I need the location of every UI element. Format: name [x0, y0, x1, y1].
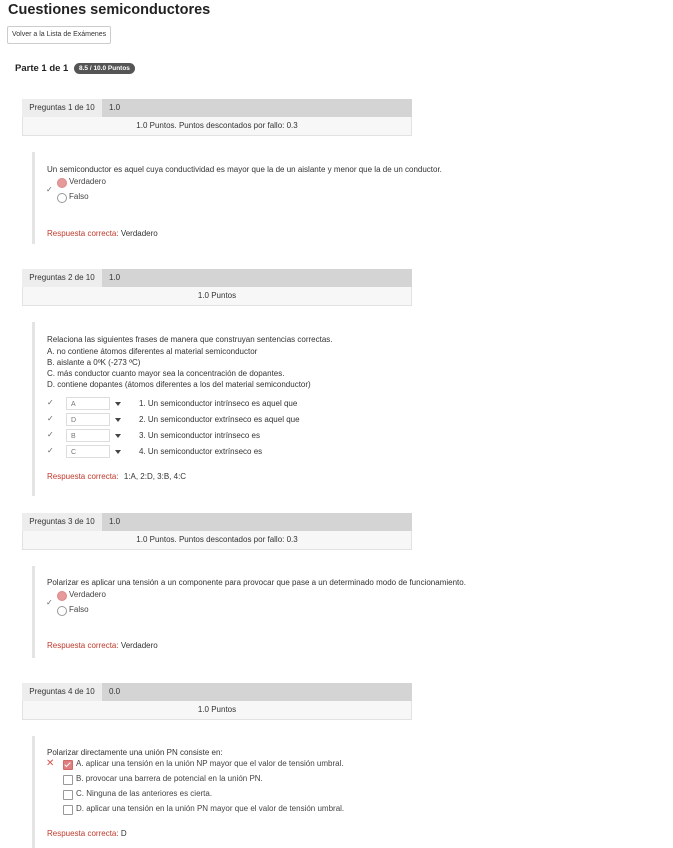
question-text: Polarizar es aplicar una tensión a un componente para provocar que pase a un determinado modo de funcionamiento.	[47, 578, 466, 587]
question-points: 1.0 Puntos	[22, 701, 412, 720]
match-select[interactable]: B	[66, 429, 110, 442]
correct-answer-value: 1:A, 2:D, 3:B, 4:C	[123, 472, 187, 481]
question-points: 1.0 Puntos	[22, 287, 412, 306]
question-body	[32, 322, 333, 496]
question-text: Relaciona las siguientes frases de manera que construyan sentencias correctas.	[47, 335, 333, 344]
check-icon: ✓	[47, 446, 54, 455]
question-header	[22, 99, 412, 136]
correct-answer-value: Verdadero	[120, 641, 158, 650]
part-label: Parte 1 de 1	[15, 63, 69, 74]
statement-line: C. más conductor cuanto mayor sea la concentración de dopantes.	[47, 369, 285, 378]
question-score: 1.0	[109, 273, 121, 282]
radio-option-false[interactable]	[57, 193, 67, 203]
checkbox-option-a[interactable]	[63, 760, 73, 770]
caret-down-icon[interactable]	[115, 402, 121, 406]
match-statement: 4. Un semiconductor extrínseco es	[139, 447, 263, 456]
statement-line: A. no contiene átomos diferentes al material semiconductor	[47, 347, 258, 356]
radio-option-true[interactable]	[57, 178, 67, 188]
check-icon: ✓	[46, 185, 53, 194]
score-badge: 8.5 / 10.0 Puntos	[74, 63, 135, 74]
check-icon: ✓	[47, 430, 54, 439]
option-label: C. Ninguna de las anteriores es cierta.	[76, 789, 213, 798]
question-header	[22, 513, 412, 550]
check-icon: ✓	[47, 414, 54, 423]
question-text: Polarizar directamente una unión PN consiste en:	[47, 748, 223, 757]
question-number: Preguntas 3 de 10	[22, 513, 102, 531]
match-statement: 1. Un semiconductor intrínseco es aquel que	[139, 399, 298, 408]
statement-line: D. contiene dopantes (átomos diferentes a los del material semiconductor)	[47, 380, 311, 389]
back-to-exams-button[interactable]: Volver a la Lista de Exámenes	[7, 26, 111, 44]
cross-icon: ✕	[46, 758, 55, 769]
correct-answer	[47, 472, 186, 481]
option-label: A. aplicar una tensión en la unión NP mayor que el valor de tensión umbral.	[76, 759, 344, 768]
question-number: Preguntas 1 de 10	[22, 99, 102, 117]
caret-down-icon[interactable]	[115, 418, 121, 422]
correct-answer-value: Verdadero	[120, 229, 158, 238]
question-header	[22, 683, 412, 720]
option-label: Falso	[69, 192, 89, 201]
caret-down-icon[interactable]	[115, 450, 121, 454]
question-header	[22, 269, 412, 306]
option-label: Falso	[69, 605, 89, 614]
match-select[interactable]: A	[66, 397, 110, 410]
question-text: Un semiconductor es aquel cuya conductividad es mayor que la de un aislante y menor que la de un conductor.	[47, 165, 442, 174]
caret-down-icon[interactable]	[115, 434, 121, 438]
match-select[interactable]: C	[66, 445, 110, 458]
radio-option-true[interactable]	[57, 591, 67, 601]
checkbox-option-c[interactable]	[63, 790, 73, 800]
correct-answer	[47, 829, 127, 838]
option-label: Verdadero	[69, 590, 106, 599]
correct-answer-label: Respuesta correcta:	[47, 829, 119, 838]
part-header	[15, 63, 135, 74]
correct-answer-label: Respuesta correcta:	[47, 472, 119, 481]
correct-answer-value: D	[120, 829, 127, 838]
correct-answer	[47, 229, 158, 238]
check-icon: ✓	[47, 398, 54, 407]
checkbox-option-d[interactable]	[63, 805, 73, 815]
check-icon: ✓	[46, 598, 53, 607]
radio-option-false[interactable]	[57, 606, 67, 616]
checkbox-option-b[interactable]	[63, 775, 73, 785]
correct-answer-label: Respuesta correcta:	[47, 229, 119, 238]
question-number: Preguntas 4 de 10	[22, 683, 102, 701]
correct-answer	[47, 641, 158, 650]
question-score: 0.0	[109, 687, 121, 696]
correct-answer-label: Respuesta correcta:	[47, 641, 119, 650]
question-score: 1.0	[109, 103, 121, 112]
question-number: Preguntas 2 de 10	[22, 269, 102, 287]
match-statement: 3. Un semiconductor intrínseco es	[139, 431, 260, 440]
match-select[interactable]: D	[66, 413, 110, 426]
question-score: 1.0	[109, 517, 121, 526]
option-label: D. aplicar una tensión en la unión PN mayor que el valor de tensión umbral.	[76, 804, 345, 813]
question-body	[32, 736, 345, 848]
option-label: B. provocar una barrera de potencial en la unión PN.	[76, 774, 263, 783]
match-statement: 2. Un semiconductor extrínseco es aquel que	[139, 415, 300, 424]
question-body	[32, 152, 442, 244]
question-body	[32, 566, 466, 658]
page-title: Cuestiones semiconductores	[8, 2, 211, 18]
question-points: 1.0 Puntos. Puntos descontados por fallo: 0.3	[22, 531, 412, 550]
option-label: Verdadero	[69, 177, 106, 186]
statement-line: B. aislante a 0ºK (-273 ºC)	[47, 358, 141, 367]
question-points: 1.0 Puntos. Puntos descontados por fallo: 0.3	[22, 117, 412, 136]
